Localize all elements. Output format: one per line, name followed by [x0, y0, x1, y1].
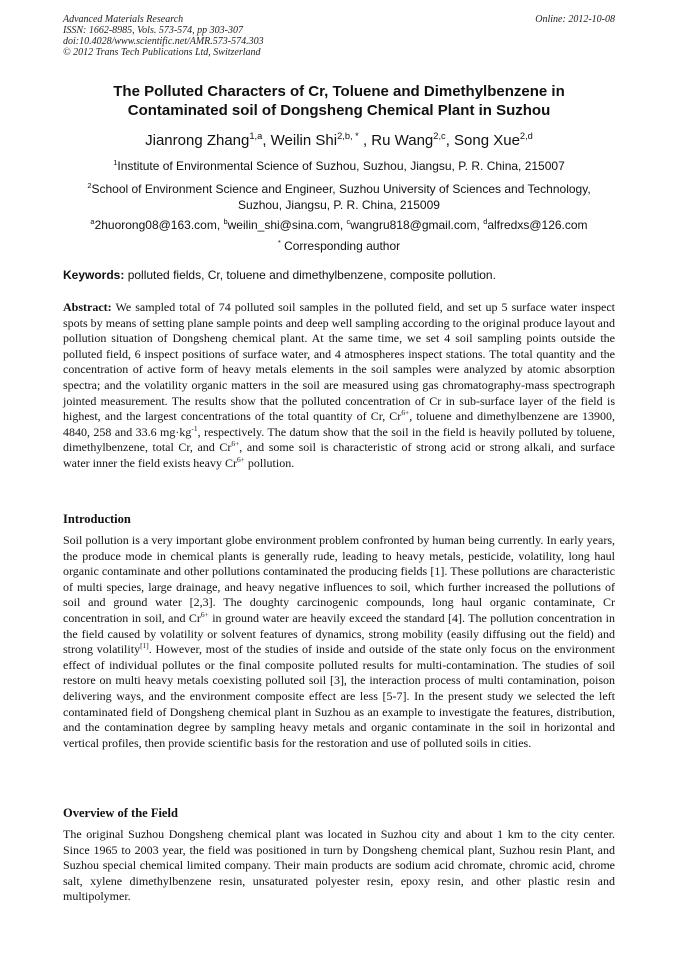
superscript: -1: [191, 423, 198, 433]
email-superscript: b: [223, 217, 228, 226]
affiliation-superscript: 1: [113, 158, 118, 167]
affiliation-2: [63, 181, 615, 213]
paragraph-text: Soil pollution is a very important globe environment problem confronted by human being currently. In early years, the produce mode in chemical plants is generally rude, leading to heavy metals, pesticide, volatility, long haul organic contaminate and other pollutions contaminated the producing fields [1]. These pollutions are characteristic of multi species, large drainage, and heavy negative influences to soil, which further increased the pollutions of soil and ground water [2,3]. The doughty carcinogenic compounds, long haul organic contaminate, Cr concentration in soil, and Cr: [63, 533, 615, 625]
email-address: 2huorong08@163.com,: [94, 218, 224, 232]
email-superscript: c: [346, 217, 351, 226]
author-name: , Song Xue: [445, 132, 520, 149]
journal-header: [63, 14, 615, 58]
email-superscript: a: [90, 217, 95, 226]
email-address: alfredxs@126.com: [487, 218, 588, 232]
paragraph-text: in ground water are heavily exceed the standard [4]. The pollution concentration in the field caused by volatility or solvent features of dynamics, strong mobility (easily diffusing out the field) and strong volatility: [63, 610, 615, 657]
journal-issn: ISSN: 1662-8985, Vols. 573-574, pp 303-307: [63, 25, 243, 36]
abstract-text: , toluene and dimethylbenzene are 13900, 4840, 258 and 33.6 mg·kg: [63, 409, 615, 439]
affiliation-superscript: 2: [87, 181, 92, 190]
introduction-paragraph: [63, 533, 615, 751]
affiliation-text: Institute of Environmental Science of Suzhou, Suzhou, Jiangsu, P. R. China, 215007: [117, 159, 565, 173]
author-name: , Ru Wang: [358, 132, 434, 149]
overview-paragraph: The original Suzhou Dongsheng chemical plant was located in Suzhou city and about 1 km to the city center. Since 1965 to 2003 year, the field was positioned in turn by Dongsheng chemical plant, Suzhou resin Plant, and Suzhou special chemical limited company. Their main products are sodium acid chromate, chromic acid, chrome salt, xylene dimethylbenzene resin, unsaturated polyester resin, epoxy resin, and other plastic resin and multipolymer.: [63, 827, 615, 904]
title-line-2: Contaminated soil of Dongsheng Chemical Plant in Suzhou: [127, 102, 551, 119]
affiliation-text: School of Environment Science and Engineer, Suzhou University of Sciences and Technology,: [91, 182, 591, 196]
section-heading-introduction: Introduction: [63, 512, 131, 526]
author-superscript: 2,c: [433, 131, 446, 141]
email-address: weilin_shi@sina.com,: [227, 218, 347, 232]
abstract: [63, 300, 615, 472]
corresponding-author-note: [63, 238, 615, 254]
email-list: [63, 217, 615, 233]
superscript: 6+: [401, 408, 410, 418]
email-address: wangru818@gmail.com,: [350, 218, 484, 232]
online-date: Online: 2012-10-08: [535, 14, 615, 25]
superscript: 6+: [231, 439, 240, 449]
paper-title: [63, 82, 615, 120]
abstract-text: , respectively. The datum show that the soil in the field is heavily polluted by toluene, dimethylbenzene, total Cr, and Cr: [63, 424, 615, 455]
author-name: Jianrong Zhang: [145, 132, 250, 149]
keywords-label: Keywords:: [63, 268, 125, 282]
author-superscript: 2,d: [519, 131, 533, 141]
paragraph-text: . However, most of the studies of inside and outside of the state only focus on the environment effect of individual pollutes or the final composite polluted results for multi-contamination. The studies of soil restore on multi heavy metals coexisting polluted soil [3], the interaction process of multi contamination, poison delivering ways, and the environment composite effect are less [5-7]. In the present study we selected the left contaminated field of Dongsheng chemical plant in Suzhou as an example to investigate the features, distribution, and the contamination degree by sampling heavy metals and organic contaminate in the soil in horizontal and vertical profiles, then provide scientific basis for the restoration and use of polluted soils in cities.: [63, 642, 615, 750]
superscript: 6+: [236, 454, 245, 464]
author-name: , Weilin Shi: [262, 132, 338, 149]
superscript: 6+: [200, 609, 209, 619]
author-superscript: 2,b, *: [337, 131, 359, 141]
keywords-text: polluted fields, Cr, toluene and dimethylbenzene, composite pollution.: [124, 268, 496, 282]
abstract-text: , and some soil is characteristic of strong acid or strong alkali, and surface water inner the field exists heavy Cr: [63, 440, 616, 470]
abstract-label: Abstract:: [63, 300, 112, 314]
affiliation-1: [63, 158, 615, 174]
journal-name: Advanced Materials Research: [63, 14, 184, 25]
affiliation-text: Suzhou, Jiangsu, P. R. China, 215009: [238, 198, 440, 212]
keywords: [63, 267, 615, 283]
author-list: [63, 131, 615, 151]
email-superscript: d: [483, 217, 488, 226]
journal-doi: doi:10.4028/www.scientific.net/AMR.573-574.303: [63, 36, 264, 47]
citation-superscript: [1]: [140, 641, 149, 651]
title-line-1: The Polluted Characters of Cr, Toluene and Dimethylbenzene in: [113, 83, 565, 100]
corresponding-text: Corresponding author: [280, 239, 401, 253]
author-superscript: 1,a: [249, 131, 263, 141]
abstract-text: pollution.: [244, 455, 295, 470]
abstract-text: We sampled total of 74 polluted soil samples in the polluted field, and set up 5 surface water inspect spots by means of setting plane sample points and deep well sampling according to the original produce layout and pollution situation of Dongsheng chemical plant. At the same time, we set 4 soil sampling points outside the polluted field, 6 inspect positions of surface water, and 4 atmospheres inspect stations. The total quantity and the concentration of active form of heavy metals elements in the soil samples were analyzed by atomic absorption spectra; and the volatility organic matters in the soil are measured using gas chromatography-mass spectrograph jointed measurement. The results show that the polluted concentration of Cr in sub-surface layer of the field is highest, and the largest concentrations of the total quantity of Cr, Cr: [63, 300, 615, 424]
journal-copyright: © 2012 Trans Tech Publications Ltd, Switzerland: [63, 47, 261, 58]
section-heading-overview: Overview of the Field: [63, 806, 178, 820]
corresponding-superscript: *: [277, 238, 281, 247]
